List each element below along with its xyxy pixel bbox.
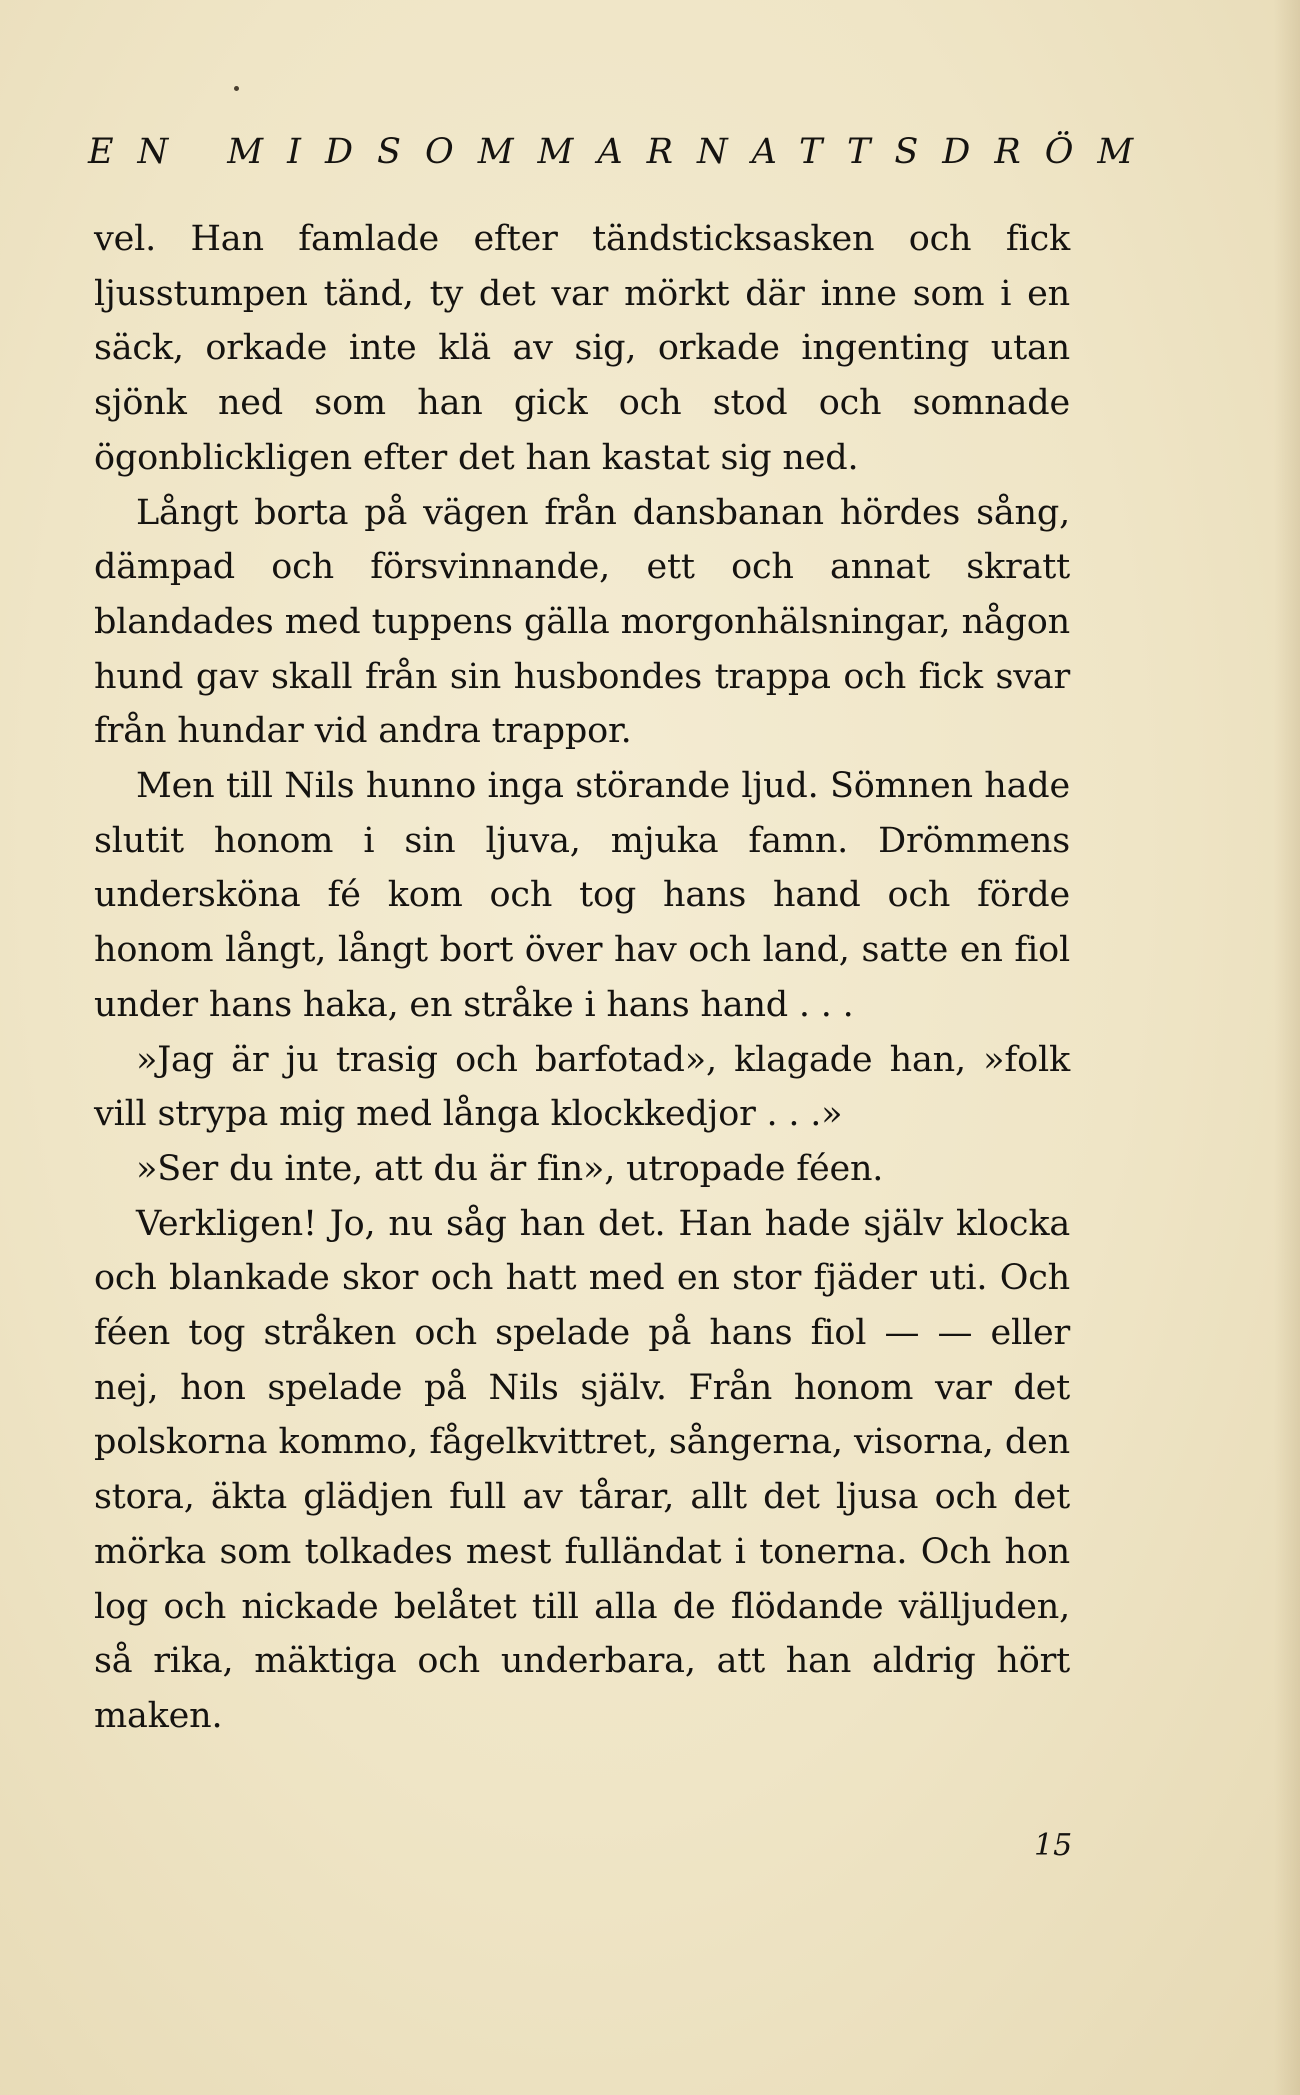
ink-speck — [234, 86, 239, 91]
paragraph-4: »Jag är ju trasig och barfotad», klagade han, »folk vill strypa mig med långa klockkedjor . . .» — [94, 1039, 1070, 1135]
page-edge-shadow — [1274, 0, 1300, 2095]
paragraph-6: Verkligen! Jo, nu såg han det. Han hade själv klocka och blankade skor och hatt med en stor fjäder uti. Och féen tog stråken och spelade på hans fiol — — eller nej, hon spelade på Nils själv. Från honom var det polskorna kommo, fågelkvittret, sångerna, visorna, den stora, äkta glädjen full av tårar, allt det ljusa och det mörka som tolkades mest fulländat i tonerna. Och hon log och nickade belåtet till alla de flödande välljuden, så rika, mäktiga och underbara, att han aldrig hört maken. — [94, 1203, 1070, 1736]
paragraph-5: »Ser du inte, att du är fin», utropade féen. — [136, 1148, 884, 1189]
paragraph-3: Men till Nils hunno inga störande ljud. Sömnen hade slutit honom i sin ljuva, mjuka famn. Drömmens undersköna fé kom och tog hans hand och förde honom långt, långt bort över hav och land, satte en fiol under hans haka, en stråke i hans hand . . . — [94, 766, 1070, 1025]
paragraph-2: Långt borta på vägen från dansbanan hördes sång, dämpad och försvinnande, ett och annat skratt blandades med tuppens gälla morgonhälsningar, någon hund gav skall från sin husbondes trappa och fick svar från hundar vid andra trappor. — [94, 492, 1070, 752]
body-text — [94, 212, 1070, 1744]
running-head: EN MIDSOMMARNATTSDRÖM — [88, 132, 1158, 172]
paragraph-1: vel. Han famlade efter tändsticksasken och fick ljusstumpen tänd, ty det var mörkt där inne som i en säck, orkade inte klä av sig, orkade ingenting utan sjönk ned som han gick och stod och somnade ögonblickligen efter det han kastat sig ned. — [94, 219, 1070, 478]
page-number: 15 — [1034, 1828, 1073, 1863]
